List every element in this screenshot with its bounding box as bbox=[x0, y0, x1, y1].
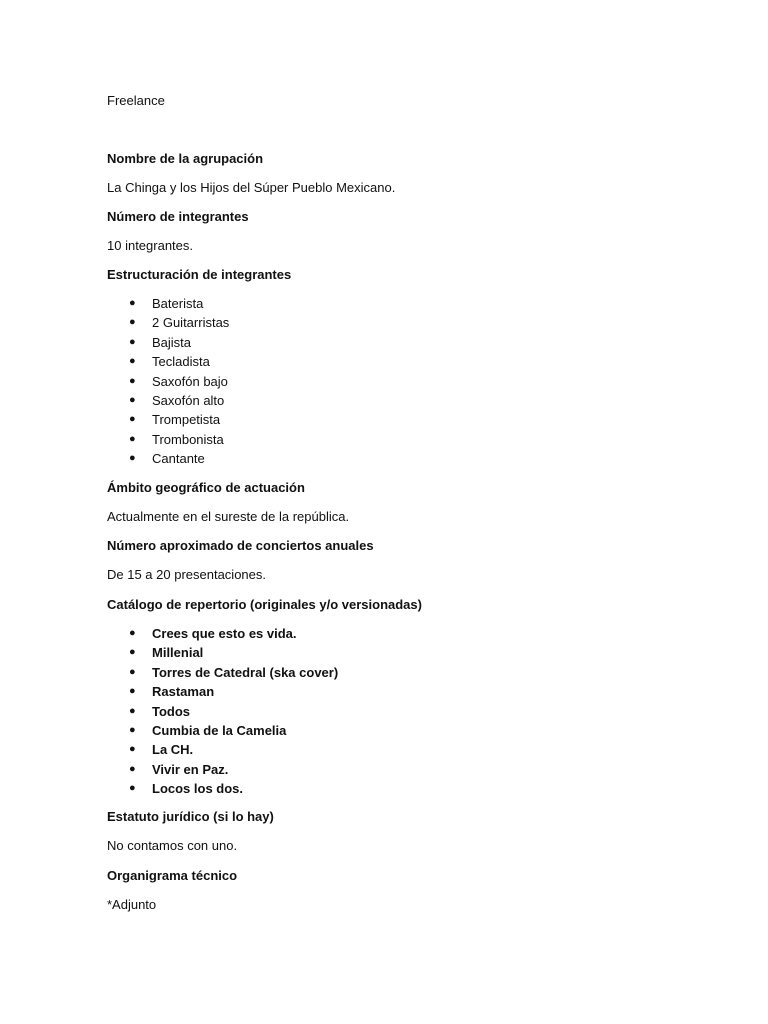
label-organigrama: Organigrama técnico bbox=[107, 868, 238, 883]
bullet-icon: ● bbox=[129, 432, 136, 445]
bullet-icon: ● bbox=[129, 762, 136, 775]
label-estatuto: Estatuto jurídico (si lo hay) bbox=[107, 809, 274, 824]
list-item: ● Saxofón alto bbox=[107, 391, 229, 410]
list-estructuracion bbox=[107, 294, 229, 469]
label-catalogo: Catálogo de repertorio (originales y/o versionadas) bbox=[107, 597, 422, 612]
list-item: ● Locos los dos. bbox=[107, 779, 338, 798]
list-item: ● Todos bbox=[107, 702, 338, 721]
bullet-icon: ● bbox=[129, 335, 136, 348]
value-estatuto: No contamos con uno. bbox=[107, 838, 238, 853]
label-numero: Número de integrantes bbox=[107, 209, 249, 224]
list-item: ● 2 Guitarristas bbox=[107, 313, 229, 332]
bullet-icon: ● bbox=[129, 413, 136, 426]
list-item: ● Saxofón bajo bbox=[107, 372, 229, 391]
list-item: ● La CH. bbox=[107, 740, 338, 759]
list-item: ● Crees que esto es vida. bbox=[107, 624, 338, 643]
list-item: ● Trompetista bbox=[107, 410, 229, 429]
value-organigrama: *Adjunto bbox=[107, 897, 157, 912]
bullet-icon: ● bbox=[129, 355, 136, 368]
bullet-icon: ● bbox=[129, 627, 136, 639]
bullet-icon: ● bbox=[129, 782, 136, 795]
value-nombre: La Chinga y los Hijos del Súper Pueblo Mexicano. bbox=[107, 180, 396, 195]
list-item: ● Trombonista bbox=[107, 430, 229, 449]
list-item: ● Millenial bbox=[107, 643, 338, 662]
bullet-icon: ● bbox=[129, 704, 136, 717]
list-item: ● Baterista bbox=[107, 294, 229, 313]
bullet-icon: ● bbox=[129, 685, 136, 698]
list-item: ● Vivir en Paz. bbox=[107, 760, 338, 779]
label-estructuracion: Estructuración de integrantes bbox=[107, 267, 292, 282]
document-heading: Freelance bbox=[107, 93, 165, 108]
bullet-icon: ● bbox=[129, 374, 136, 387]
bullet-icon: ● bbox=[129, 646, 136, 659]
list-catalogo bbox=[107, 624, 338, 799]
label-ambito: Ámbito geográfico de actuación bbox=[107, 480, 305, 495]
label-nombre: Nombre de la agrupación bbox=[107, 151, 264, 166]
list-item: ● Bajista bbox=[107, 333, 229, 352]
list-item: ● Rastaman bbox=[107, 682, 338, 701]
label-conciertos: Número aproximado de conciertos anuales bbox=[107, 538, 374, 553]
bullet-icon: ● bbox=[129, 316, 136, 329]
bullet-icon: ● bbox=[129, 723, 136, 736]
value-numero: 10 integrantes. bbox=[107, 238, 194, 253]
list-item: ● Cumbia de la Camelia bbox=[107, 721, 338, 740]
bullet-icon: ● bbox=[129, 297, 136, 309]
value-conciertos: De 15 a 20 presentaciones. bbox=[107, 567, 266, 582]
bullet-icon: ● bbox=[129, 393, 136, 406]
bullet-icon: ● bbox=[129, 452, 136, 465]
list-item: ● Tecladista bbox=[107, 352, 229, 371]
list-item: ● Cantante bbox=[107, 449, 229, 468]
bullet-icon: ● bbox=[129, 665, 136, 678]
value-ambito: Actualmente en el sureste de la república. bbox=[107, 509, 350, 524]
bullet-icon: ● bbox=[129, 743, 136, 756]
list-item: ● Torres de Catedral (ska cover) bbox=[107, 663, 338, 682]
